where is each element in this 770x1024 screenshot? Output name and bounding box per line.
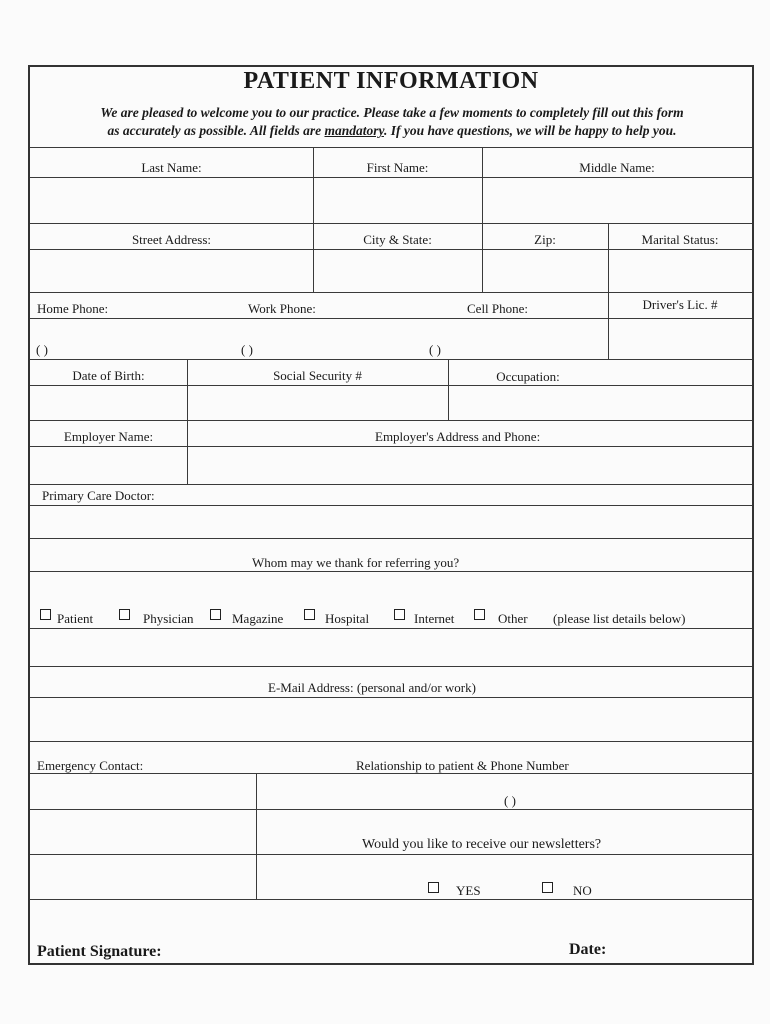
rule (30, 628, 752, 629)
first-name-label: First Name: (366, 160, 429, 175)
rule (30, 446, 752, 447)
rule (30, 538, 752, 539)
email-label: E-Mail Address: (personal and/or work) (268, 680, 476, 695)
rule (30, 505, 752, 506)
intro-mandatory: mandatory (324, 123, 384, 138)
cell-phone-parens: ( ) (429, 342, 441, 357)
rule (30, 318, 752, 319)
newsletter-question: Would you like to receive our newsletters? (362, 837, 602, 852)
newsletter-no-label: NO (573, 883, 592, 898)
rule (30, 249, 752, 250)
employer-address-label: Employer's Address and Phone: (375, 429, 541, 444)
zip-label: Zip: (534, 232, 556, 247)
rule (30, 666, 752, 667)
newsletter-no-checkbox[interactable] (542, 882, 553, 893)
cell-phone-label: Cell Phone: (467, 301, 529, 316)
middle-name-label: Middle Name: (579, 160, 655, 175)
referral-internet-checkbox[interactable] (394, 609, 405, 620)
referral-other-checkbox[interactable] (474, 609, 485, 620)
home-phone-parens: ( ) (36, 342, 48, 357)
rule (30, 697, 752, 698)
referral-magazine-label: Magazine (232, 611, 284, 626)
referral-question: Whom may we thank for referring you? (252, 555, 460, 570)
rule (30, 571, 752, 572)
referral-internet-label: Internet (414, 611, 455, 626)
intro-line-1: We are pleased to welcome you to our practice. Please take a few moments to completely fill out this form (100, 105, 684, 120)
intro-text-a: as accurately as possible. All fields are (107, 123, 325, 138)
marital-status-label: Marital Status: (641, 232, 719, 247)
emergency-phone-parens: ( ) (504, 793, 516, 808)
rule (30, 223, 752, 224)
date-label: Date: (569, 941, 607, 958)
drivers-license-label: Driver's Lic. # (642, 297, 718, 312)
rule (256, 773, 257, 899)
date-of-birth-label: Date of Birth: (72, 368, 145, 383)
form-frame (28, 65, 754, 965)
emergency-contact-label: Emergency Contact: (37, 758, 144, 773)
rule (30, 484, 752, 485)
employer-name-label: Employer Name: (63, 429, 154, 444)
newsletter-yes-checkbox[interactable] (428, 882, 439, 893)
work-phone-parens: ( ) (241, 342, 253, 357)
rule (30, 292, 752, 293)
signature-label: Patient Signature: (37, 943, 162, 960)
referral-magazine-checkbox[interactable] (210, 609, 221, 620)
referral-physician-checkbox[interactable] (119, 609, 130, 620)
intro-text-b: . If you have questions, we will be happy to help you. (383, 123, 677, 138)
street-address-label: Street Address: (131, 232, 212, 247)
referral-patient-label: Patient (57, 611, 94, 626)
primary-care-label: Primary Care Doctor: (42, 488, 155, 503)
last-name-label: Last Name: (141, 160, 202, 175)
referral-other-label: Other (498, 611, 528, 626)
referral-hospital-checkbox[interactable] (304, 609, 315, 620)
rule (30, 809, 752, 810)
rule (30, 177, 752, 178)
ssn-label: Social Security # (273, 368, 362, 383)
rule (30, 385, 752, 386)
newsletter-yes-label: YES (456, 883, 481, 898)
rule (30, 420, 752, 421)
referral-physician-label: Physician (143, 611, 194, 626)
city-state-label: City & State: (363, 232, 432, 247)
referral-patient-checkbox[interactable] (40, 609, 51, 620)
rule (30, 147, 752, 148)
form-title: PATIENT INFORMATION (243, 68, 539, 94)
referral-hospital-label: Hospital (325, 611, 370, 626)
work-phone-label: Work Phone: (248, 301, 316, 316)
intro-line-2 (34, 122, 750, 140)
referral-note: (please list details below) (553, 611, 686, 626)
occupation-label: Occupation: (496, 369, 560, 384)
home-phone-label: Home Phone: (37, 301, 109, 316)
rule (30, 741, 752, 742)
rule (30, 899, 752, 900)
rule (30, 359, 752, 360)
relationship-label: Relationship to patient & Phone Number (356, 758, 569, 773)
rule (30, 854, 752, 855)
